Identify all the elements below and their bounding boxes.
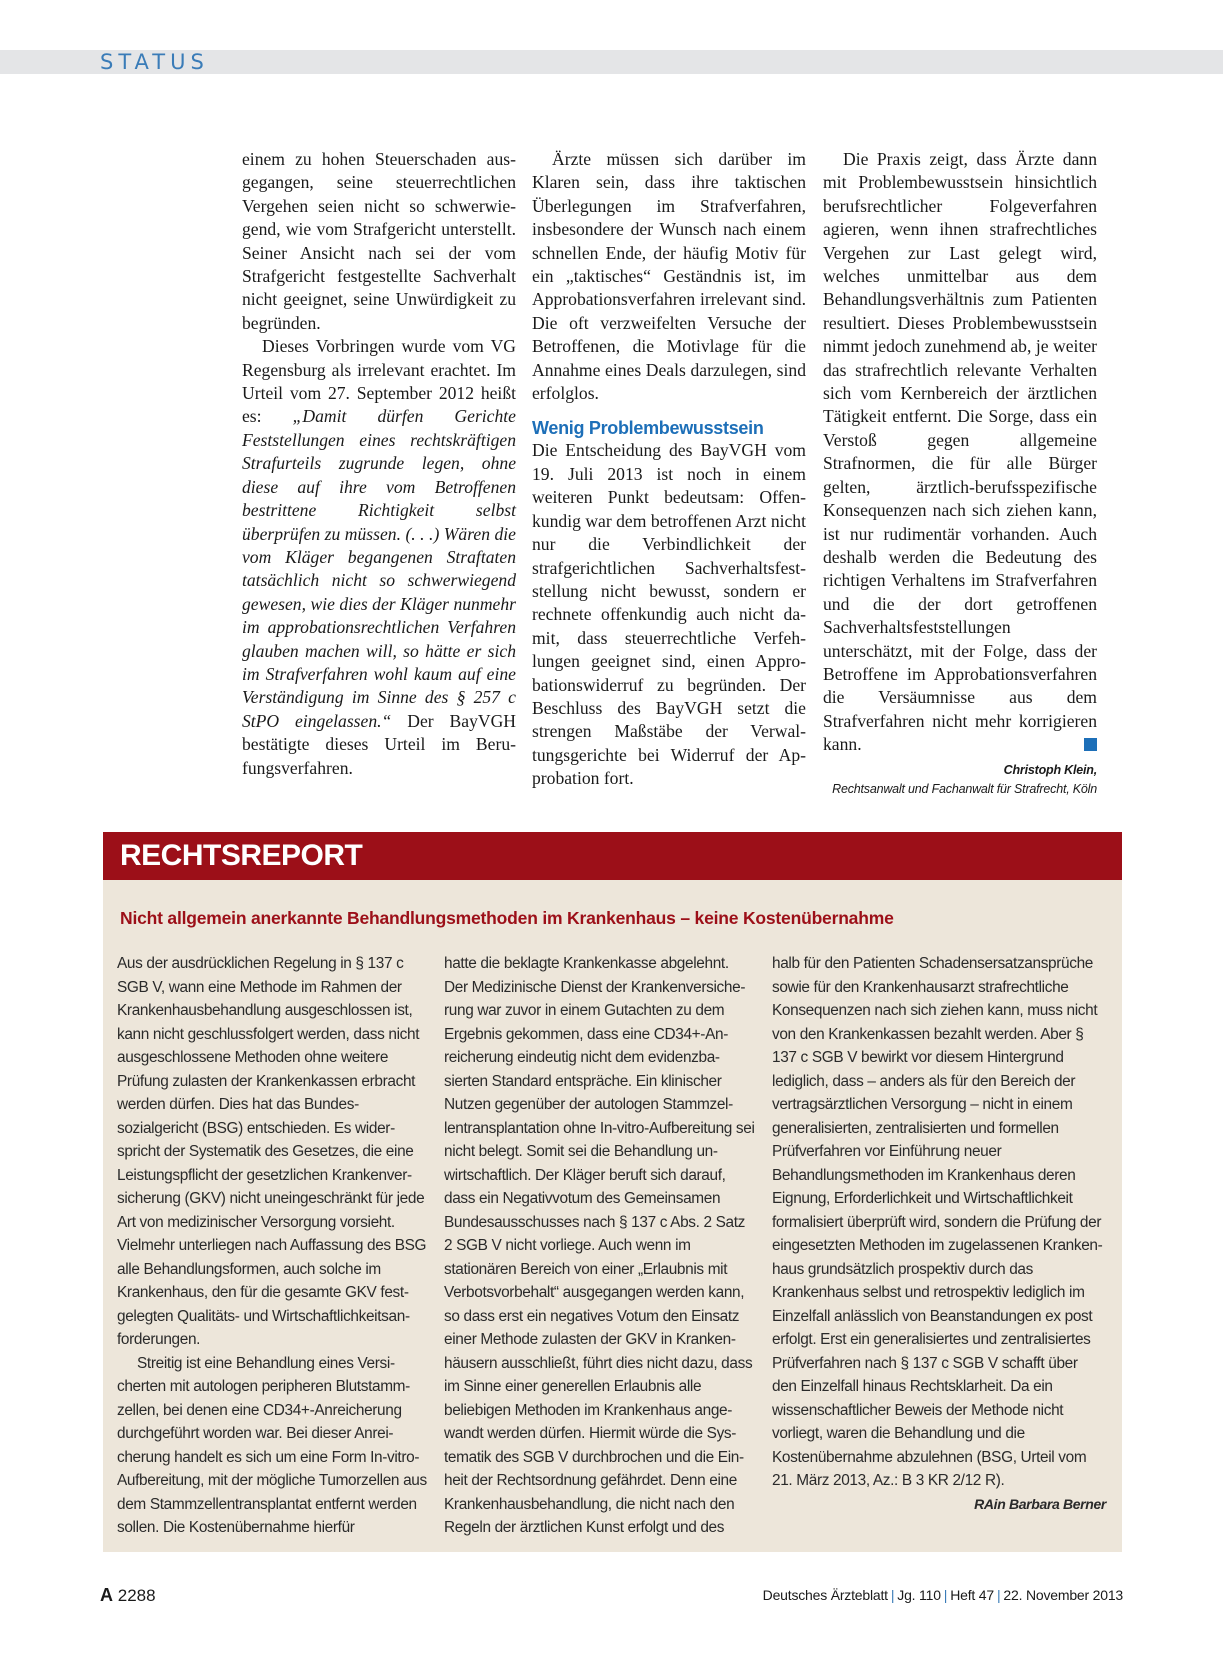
paragraph: Dieses Vorbringen wurde vom VG Regensburg als irrelevant erachtet. Im Urteil vom 27. September 2012 heißt es: „Damit dürfen Gerichte Feststellungen eines rechtskräftigen Strafurteils zugrunde legen, ohne diese auf ihre vom Betroffenen bestrittene Richtigkeit selbst überprüfen zu müssen. (. . .) Wären die vom Kläger begangenen Straftaten tatsächlich nicht so schwerwiegend gewesen, wie dies der Kläger nunmehr im approbationsrechtlichen Verfahren glauben machen will, so hätte er sich im Strafverfahren wohl kaum auf eine Verständigung im Sinne des § 257 c StPO eingelassen.“ Der BayVGH bestätigte dieses Urteil im Berufungsverfahren.	[242, 336, 516, 778]
section-heading: Wenig Problembewusstsein	[532, 418, 764, 439]
page-number: A 2288	[100, 1585, 156, 1605]
section-label: STATUS	[100, 50, 209, 74]
author-byline	[823, 761, 1097, 799]
paragraph: Aus der ausdrücklichen Regelung in § 137 c SGB V, wann eine Methode im Rahmen der Krankenhausbehandlung ausgeschlossen ist, kann nicht geschlussfolgert werden, dass nicht ausgeschlossene Methoden ohne weitere Prüfung zulasten der Krankenkassen erbracht werden dürfen. Dies hat das Bundessozialgericht (BSG) entschieden. Es widerspricht der Systematik des Gesetzes, die eine Leistungspflicht der gesetzlichen Krankenversicherung (GKV) nicht uneingeschränkt für jede Art von medizinischer Versorgung vorsieht. Vielmehr unterliegen nach Auffassung des BSG alle Behandlungsformen, auch solche im Krankenhaus, den für die gesamte GKV festgelegten Qualitäts- und Wirtschaftlichkeitsanforderungen.	[117, 955, 427, 1348]
court-quote: „Damit dürfen Gerichte Feststellungen eines rechtskräftigen Strafurteils zugrunde legen, ohne diese auf ihre vom Betroffenen bestrittene Richtigkeit selbst überprüfen zu müssen. (. . .) Wären die vom Kläger begangenen Straftaten tatsächlich nicht so schwerwiegend gewesen, wie dies der Kläger nunmehr im approbationsrechtlichen Verfahren glauben machen will, so hätte er sich im Strafverfahren wohl kaum auf eine Verständigung im Sinne des § 257 c StPO eingelassen.“	[242, 406, 516, 731]
article-column-1	[242, 148, 516, 780]
paragraph: Ärzte müssen sich darüber im Klaren sein, dass ihre taktischen Überlegungen im Strafverfahren, insbesondere der Wunsch nach einem schnellen Ende, der häufig Motiv für ein „taktisches“ Geständnis ist, im Approbationsverfahren irrelevant sind. Die oft verzweifelten Versuche der Betroffenen, die Motivlage für die Annahme eines Deals darzulegen, sind erfolglos.	[532, 149, 806, 404]
rechtsreport-column-2	[444, 952, 756, 1540]
journal-volume: Jg. 110	[897, 1587, 941, 1603]
rechtsreport-column-3	[772, 952, 1106, 1516]
paragraph: Streitig ist eine Behandlung eines Versicherten mit autologen peripheren Blutstammzellen, bei denen eine CD34+-Anreicherung durchgeführt worden war. Bei dieser Anreicherung handelt es sich um eine Form In-vitro-Aufbereitung, mit der mögliche Tumorzellen aus dem Stammzellentransplantat entfernt werden sollen. Die Kostenübernahme hierfür	[117, 1354, 427, 1536]
journal-info: Deutsches Ärzteblatt | Jg. 110 | Heft 47 | 22. November 2013	[762, 1587, 1123, 1603]
rechtsreport-column-1	[117, 952, 429, 1540]
article-column-2	[532, 148, 806, 791]
journal-issue: Heft 47	[950, 1587, 994, 1603]
author-role: Rechtsanwalt und Fachanwalt für Strafrecht, Köln	[832, 781, 1097, 796]
paragraph: Die Entscheidung des BayVGH vom 19. Juli 2013 ist noch in einem weiteren Punkt bedeutsam: Offenkundig war dem betroffenen Arzt nicht nur die Verbindlichkeit der strafgerichtlichen Sachverhaltsfeststellung nicht bewusst, sondern er rechnete offenkundig auch nicht damit, dass steuerrechtliche Verfehlungen geeignet sind, einen Approbationswiderruf zu begründen. Der Beschluss des BayVGH setzt die strengen Maßstäbe der Verwaltungsgerichte bei Widerruf der Approbation fort.	[532, 440, 806, 789]
paragraph: halb für den Patienten Schadensersatzansprüche sowie für den Krankenhausarzt strafrechtliche Konsequenzen nach sich ziehen kann, muss nicht von den Krankenkassen bezahlt werden. Aber § 137 c SGB V bewirkt vor diesem Hintergrund lediglich, dass – anders als für den Bereich der vertragsärztlichen Versorgung – nicht in einem generalisierten, zentralisierten und formellen Prüfverfahren vor Einführung neuer Behandlungsmethoden im Krankenhaus deren Eignung, Erforderlichkeit und Wirtschaftlichkeit formalisiert überprüft wird, sondern die Prüfung der eingesetzten Methoden im zugelassenen Krankenhaus grundsätzlich prospektiv durch das Krankenhaus selbst und retrospektiv lediglich im Einzelfall anlässlich von Beanstandungen ex post erfolgt. Erst ein generalisiertes und zentralisiertes Prüfverfahren nach § 137 c SGB V schafft über den Einzelfall hinaus Rechtsklarheit. Da ein wissenschaftlicher Beweis der Methode nicht vorliegt, waren die Behandlung und die Kostenübernahme abzulehnen (BSG, Urteil vom 21. März 2013, Az.: B 3 KR 2/12 R). RAin Barbara Berner	[772, 952, 1106, 1493]
paragraph: Die Praxis zeigt, dass Ärzte dann mit Problembewusstsein hinsichtlich berufsrechtlicher Folgeverfahren agieren, wenn ihnen strafrechtliches Vergehen zur Last gelegt wird, welches unmittelbar aus dem Behandlungsverhältnis zum Patienten resultiert. Dieses Problembewusstsein nimmt jedoch zunehmend ab, je weiter das strafrechtlich relevante Verhalten sich vom Kernbereich der ärztlichen Tätigkeit entfernt. Die Sorge, dass ein Verstoß gegen allgemeine Strafnormen, die für alle Bürger gelten, ärztlich-berufsspezifische Konsequenzen nach sich ziehen kann, ist nur rudimentär vorhanden. Auch deshalb werden die Bedeutung des richtigen Verhaltens im Strafverfahren und die der dort getroffenen Sachverhaltsfeststellungen unterschätzt, mit der Folge, dass der Betroffene im Approbationsverfahren die Versäumnisse aus dem Strafverfahren nicht mehr korrigieren kann.	[823, 149, 1097, 755]
journal-date: 22. November 2013	[1003, 1587, 1123, 1603]
rechtsreport-author: RAin Barbara Berner	[974, 1495, 1106, 1512]
rechtsreport-title: RECHTSREPORT	[120, 839, 363, 872]
end-mark-icon	[1084, 738, 1097, 751]
author-name: Christoph Klein,	[1003, 762, 1097, 777]
paragraph: einem zu hohen Steuerschaden ausgegangen, seine steuerrechtlichen Vergehen seien nicht so schwerwiegend, wie vom Strafgericht unterstellt. Seiner Ansicht nach sei der vom Strafgericht festgestellte Sachverhalt nicht geeignet, seine Unwürdigkeit zu begründen.	[242, 149, 516, 333]
rechtsreport-subtitle: Nicht allgemein anerkannte Behandlungsmethoden im Krankenhaus – keine Kostenübernahme	[120, 908, 894, 928]
article-column-3	[823, 148, 1097, 799]
paragraph: hatte die beklagte Krankenkasse abgelehnt. Der Medizinische Dienst der Krankenversicherung war zuvor in einem Gutachten zu dem Ergebnis gekommen, dass eine CD34+-Anreicherung eindeutig nicht dem evidenzbasierten Standard entspräche. Ein klinischer Nutzen gegenüber der autologen Stammzellentransplantation ohne In-vitro-Aufbereitung sei nicht belegt. Somit sei die Behandlung unwirtschaftlich. Der Kläger beruft sich darauf, dass ein Negativvotum des Gemeinsamen Bundesausschusses nach § 137 c Abs. 2 Satz 2 SGB V nicht vorliege. Auch wenn im stationären Bereich von einer „Erlaubnis mit Verbotsvorbehalt“ ausgegangen werden kann, so dass erst ein negatives Votum den Einsatz einer Methode zulasten der GKV in Krankenhäusern ausschließt, führt dies nicht dazu, dass im Sinne einer generellen Erlaubnis alle beliebigen Methoden im Krankenhaus angewandt werden dürfen. Hiermit würde die Systematik des SGB V durchbrochen und die Einheit der Rechtsordnung gefährdet. Denn eine Krankenhausbehandlung, die nicht nach den Regeln der ärztlichen Kunst erfolgt und des	[444, 955, 755, 1536]
journal-name: Deutsches Ärzteblatt	[762, 1587, 888, 1603]
